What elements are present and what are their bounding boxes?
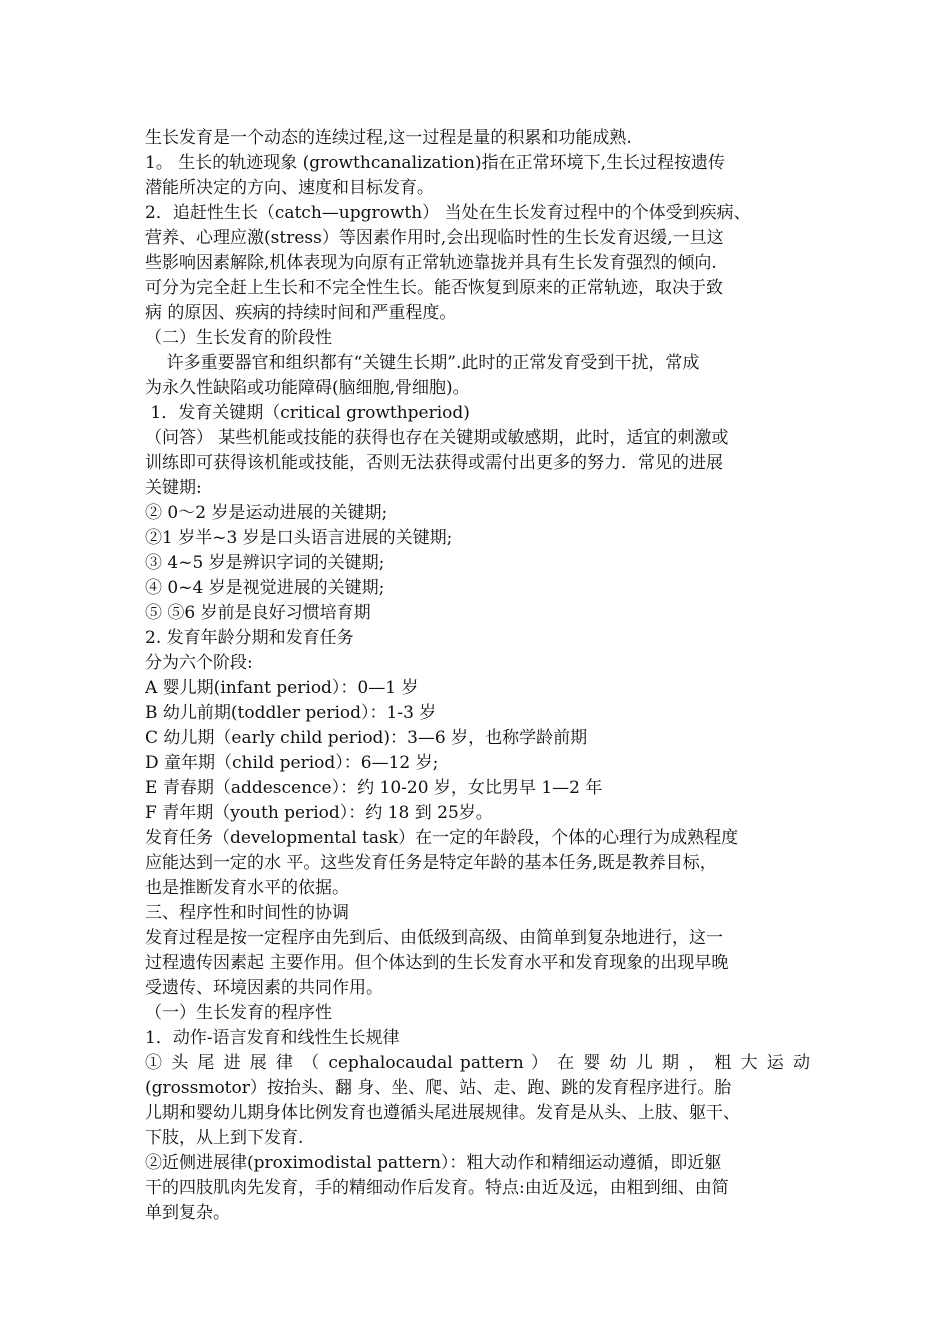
document-body — [145, 126, 810, 1226]
subsection-heading: 1．发育关键期（critical growthperiod) — [145, 403, 470, 423]
text-line: 分为六个阶段: — [145, 653, 253, 673]
text-line: 2．追赶性生长（catch—upgrowth） 当处在生长发育过程中的个体受到疾病、 — [145, 203, 751, 223]
text-line: 生长发育是一个动态的连续过程,这一过程是量的积累和功能成熟. — [145, 128, 632, 148]
text-line: 可分为完全赶上生长和不完全性生长。能否恢复到原来的正常轨迹，取决于致 — [145, 278, 723, 298]
text-line: 受遗传、环境因素的共同作用。 — [145, 978, 383, 998]
subsection-heading: 2. 发育年龄分期和发育任务 — [145, 628, 354, 648]
list-item: ② 0～2 岁是运动进展的关键期; — [145, 503, 388, 523]
list-item: ③ 4~5 岁是辨识字词的关键期; — [145, 553, 385, 573]
text-line: 为永久性缺陷或功能障碍(脑细胞,骨细胞)。 — [145, 378, 470, 398]
text-line: (grossmotor）按抬头、翻 身、坐、爬、站、走、跑、跳的发育程序进行。胎 — [145, 1078, 732, 1098]
section-heading: 三、程序性和时间性的协调 — [145, 903, 349, 923]
text-line: 单到复杂。 — [145, 1203, 230, 1223]
text-line: 病 的原因、疾病的持续时间和严重程度。 — [145, 303, 457, 323]
text-line: 1。 生长的轨迹现象 (growthcanalization)指在正常环境下,生长过程按遗传 — [145, 153, 726, 173]
subsection-heading: 1．动作-语言发育和线性生长规律 — [145, 1028, 400, 1048]
text-line: 些影响因素解除,机体表现为向原有正常轨迹靠拢并具有生长发育强烈的倾向. — [145, 253, 717, 273]
text-line: （问答） 某些机能或技能的获得也存在关键期或敏感期，此时，适宜的刺激或 — [145, 428, 729, 448]
text-line: 也是推断发育水平的依据。 — [145, 878, 349, 898]
list-item: ④ 0~4 岁是视觉进展的关键期; — [145, 578, 385, 598]
text-line: 干的四肢肌肉先发育，手的精细动作后发育。特点:由近及远，由粗到细、由简 — [145, 1178, 729, 1198]
list-item: D 童年期（child period）：6—12 岁; — [145, 753, 439, 773]
section-heading: （二）生长发育的阶段性 — [145, 328, 332, 348]
list-item: E 青春期（addescence）：约 10-20 岁，女比男早 1—2 年 — [145, 778, 603, 798]
text-line: 应能达到一定的水 平。这些发育任务是特定年龄的基本任务,既是教养目标， — [145, 853, 717, 873]
text-line: 下肢，从上到下发育. — [145, 1128, 304, 1148]
text-line: 发育任务（developmental task）在一定的年龄段，个体的心理行为成熟程度 — [145, 828, 739, 848]
list-item: F 青年期（youth period）：约 18 到 25岁。 — [145, 803, 493, 823]
list-item: B 幼儿前期(toddler period）：1-3 岁 — [145, 703, 437, 723]
text-line: 过程遗传因素起 主要作用。但个体达到的生长发育水平和发育现象的出现早晚 — [145, 953, 729, 973]
text-line: 训练即可获得该机能或技能，否则无法获得或需付出更多的努力．常见的进展 — [145, 453, 723, 473]
list-item: C 幼儿期（early child period)：3—6 岁，也称学龄前期 — [145, 728, 588, 748]
list-item: ②1 岁半~3 岁是口头语言进展的关键期; — [145, 528, 453, 548]
text-line: 潜能所决定的方向、速度和目标发育。 — [145, 178, 434, 198]
text-line: ②近侧进展律(proximodistal pattern）：粗大动作和精细运动遵循，即近躯 — [145, 1153, 722, 1173]
text-line: 儿期和婴幼儿期身体比例发育也遵循头尾进展规律。发育是从头、上肢、躯干、 — [145, 1103, 740, 1123]
text-line: 发育过程是按一定程序由先到后、由低级到高级、由简单到复杂地进行，这一 — [145, 928, 723, 948]
text-line: 营养、心理应激(stress）等因素作用时,会出现临时性的生长发育迟缓,一旦这 — [145, 228, 724, 248]
list-item: ⑤ ⑤6 岁前是良好习惯培育期 — [145, 603, 371, 623]
text-line: 关键期: — [145, 478, 202, 498]
section-heading: （一）生长发育的程序性 — [145, 1003, 332, 1023]
text-line: 许多重要器官和组织都有“关键生长期”.此时的正常发育受到干扰，常成 — [145, 353, 700, 373]
text-line: ① 头 尾 进 展 律 （ cephalocaudal pattern ） 在 婴 幼 儿 期 ， 粗 大 运 动 — [145, 1053, 810, 1073]
list-item: A 婴儿期(infant period）：0—1 岁 — [145, 678, 419, 698]
